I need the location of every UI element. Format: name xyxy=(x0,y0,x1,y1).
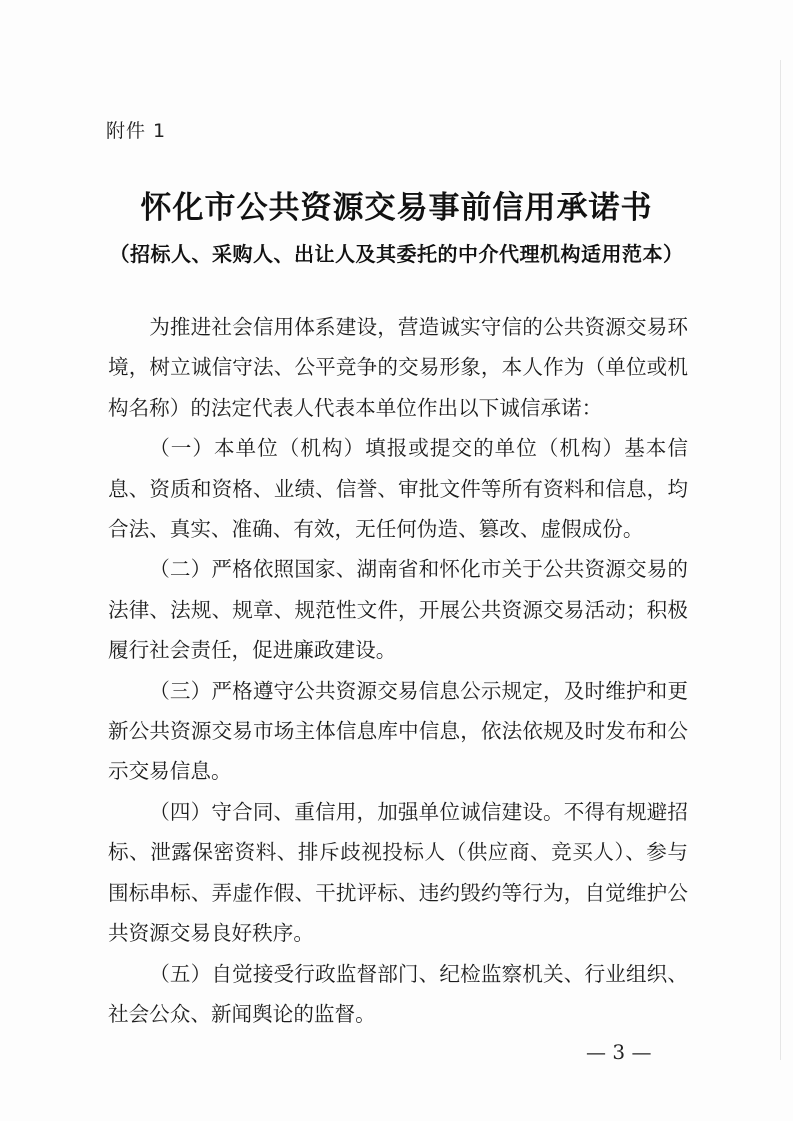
attachment-label: 附件 1 xyxy=(106,120,167,142)
paragraph-item-5: （五）自觉接受行政监督部门、纪检监察机关、行业组织、社会公众、新闻舆论的监督。 xyxy=(108,961,688,1026)
document-body xyxy=(108,307,688,1034)
page-number: — 3 — xyxy=(586,1040,652,1064)
paragraph-item-4: （四）守合同、重信用，加强单位诚信建设。不得有规避招标、泄露保密资料、排斥歧视投标人（供应商、竞买人）、参与围标串标、弄虚作假、干扰评标、违约毁约等行为，自觉维护公共资源交易良好秩序。 xyxy=(108,799,688,946)
paragraph-item-3: （三）严格遵守公共资源交易信息公示规定，及时维护和更新公共资源交易市场主体信息库中信息，依法依规及时发布和公示交易信息。 xyxy=(108,678,688,784)
paragraph-item-2: （二）严格依照国家、湖南省和怀化市关于公共资源交易的法律、法规、规章、规范性文件，开展公共资源交易活动；积极履行社会责任，促进廉政建设。 xyxy=(108,557,688,663)
paragraph-intro: 为推进社会信用体系建设，营造诚实守信的公共资源交易环境，树立诚信守法、公平竞争的交易形象，本人作为（单位或机构名称）的法定代表人代表本单位作出以下诚信承诺： xyxy=(108,315,688,420)
document-subtitle: （招标人、采购人、出让人及其委托的中介代理机构适用范本） xyxy=(109,242,684,266)
paragraph-item-1: （一）本单位（机构）填报或提交的单位（机构）基本信息、资质和资格、业绩、信誉、审批文件等所有资料和信息，均合法、真实、准确、有效，无任何伪造、篡改、虚假成份。 xyxy=(108,436,688,542)
document-title: 怀化市公共资源交易事前信用承诺书 xyxy=(140,190,653,226)
